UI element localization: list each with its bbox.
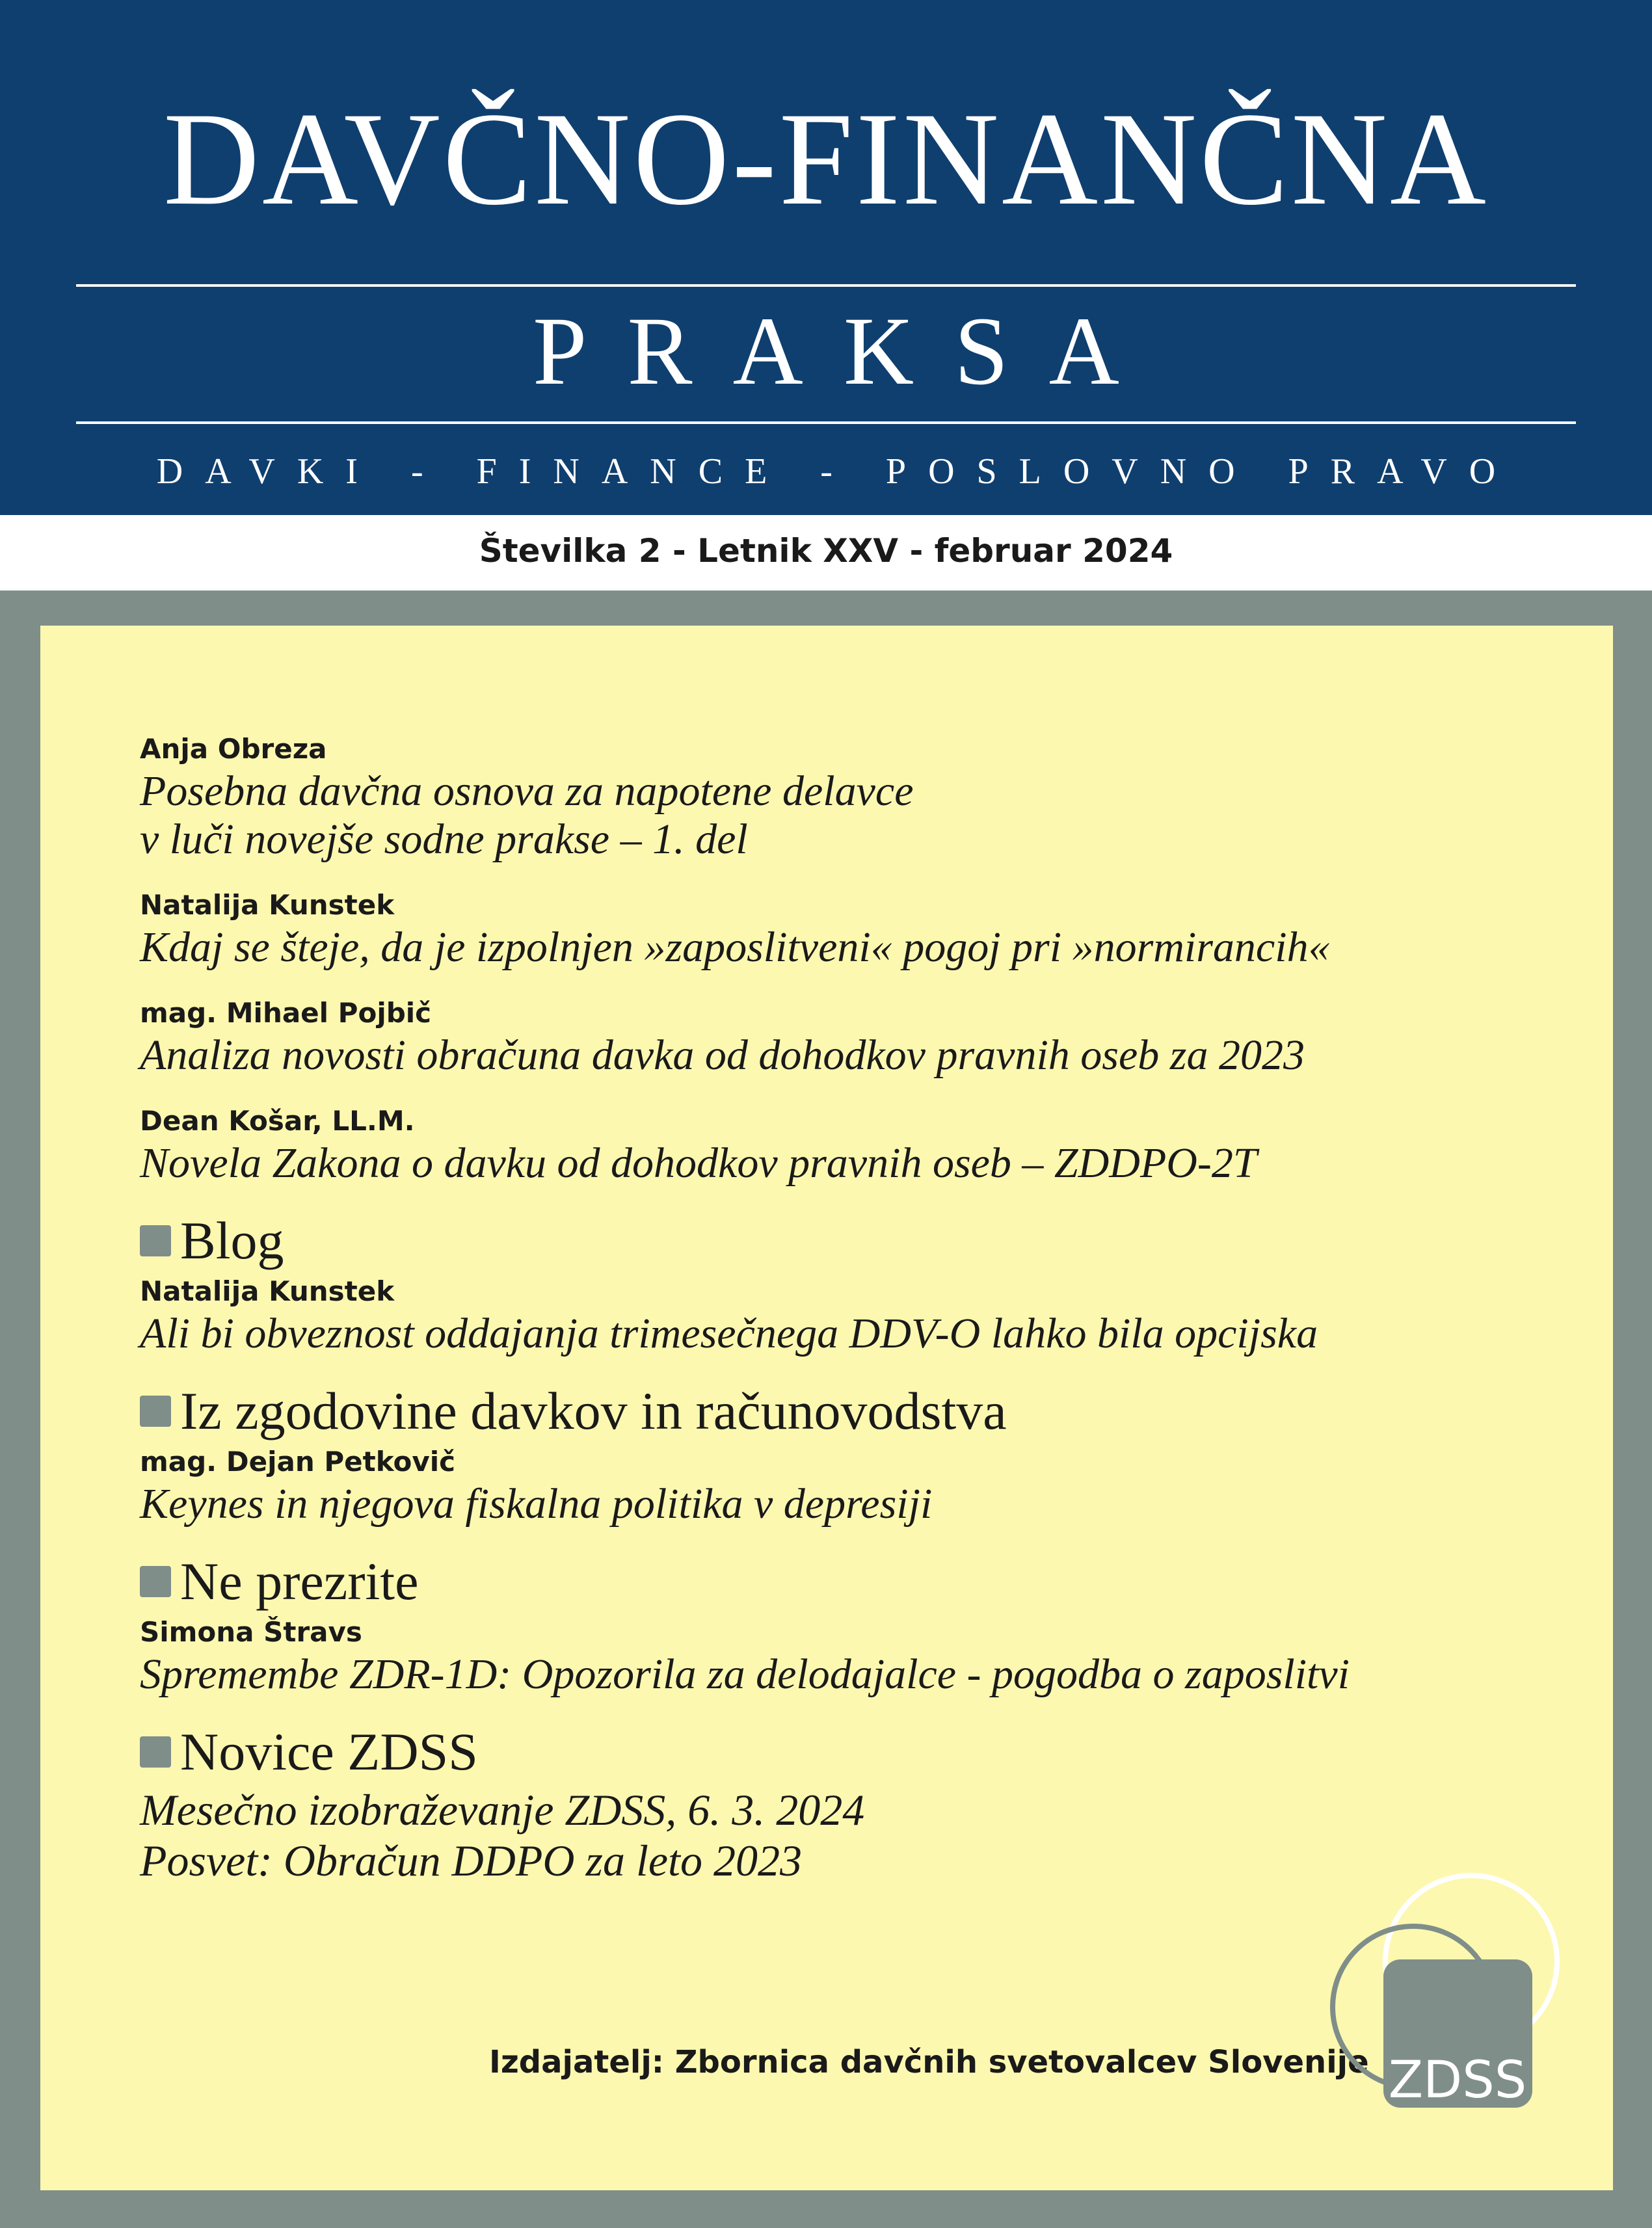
zdss-logo-icon xyxy=(1327,1873,1587,2133)
article-title: Keynes in njegova fiskalna politika v depresiji xyxy=(140,1480,933,1528)
divider-bottom xyxy=(76,421,1576,424)
news-item: Mesečno izobraževanje ZDSS, 6. 3. 2024 xyxy=(140,1785,865,1835)
section-heading-blog xyxy=(140,1211,1590,1271)
section-name: Blog xyxy=(180,1211,284,1270)
section-heading-ne-prezrite xyxy=(140,1552,1590,1611)
article-title: Kdaj se šteje, da je izpolnjen »zaposlitveni« pogoj pri »normirancih« xyxy=(140,923,1330,971)
square-bullet-icon xyxy=(140,1396,171,1427)
table-of-contents xyxy=(140,731,1590,1886)
article-author: Natalija Kunstek xyxy=(140,889,395,921)
news-item: Posvet: Obračun DDPO za leto 2023 xyxy=(140,1836,802,1885)
logo-text: ZDSS xyxy=(1388,2051,1527,2110)
journal-subtitle: PRAKSA xyxy=(533,297,1160,405)
article-title: Analiza novosti obračuna davka od dohodkov pravnih oseb za 2023 xyxy=(140,1031,1305,1079)
article-title: Posebna davčna osnova za napotene delavce v luči novejše sodne prakse – 1. del xyxy=(140,767,914,863)
article-author: Anja Obreza xyxy=(140,733,327,765)
article-title: Novela Zakona o davku od dohodkov pravnih oseb – ZDDPO-2T xyxy=(140,1139,1257,1187)
section-heading-history xyxy=(140,1381,1590,1441)
cover-header xyxy=(0,0,1652,515)
section-name: Ne prezrite xyxy=(180,1552,419,1611)
square-bullet-icon xyxy=(140,1566,171,1597)
article-title: Spremembe ZDR-1D: Opozorila za delodajalce - pogodba o zaposlitvi xyxy=(140,1651,1350,1698)
journal-tagline: DAVKI - FINANCE - POSLOVNO PRAVO xyxy=(156,451,1518,492)
article-author: mag. Mihael Pojbič xyxy=(140,997,432,1029)
issue-info: Številka 2 - Letnik XXV - februar 2024 xyxy=(479,532,1173,570)
publisher-line: Izdajatelj: Zbornica davčnih svetovalcev Slovenije xyxy=(489,2044,1369,2080)
article-author: Simona Štravs xyxy=(140,1616,362,1648)
square-bullet-icon xyxy=(140,1736,171,1768)
article-author: Natalija Kunstek xyxy=(140,1275,395,1307)
divider-top xyxy=(76,284,1576,287)
article-author: mag. Dejan Petkovič xyxy=(140,1446,456,1478)
article-title: Ali bi obveznost oddajanja trimesečnega DDV-O lahko bila opcijska xyxy=(140,1310,1318,1357)
square-bullet-icon xyxy=(140,1225,171,1256)
section-heading-novice xyxy=(140,1722,1590,1782)
issue-bar xyxy=(0,515,1652,590)
journal-title: DAVČNO-FINANČNA xyxy=(163,85,1489,233)
article-author: Dean Košar, LL.M. xyxy=(140,1105,415,1137)
section-name: Novice ZDSS xyxy=(180,1722,478,1781)
section-name: Iz zgodovine davkov in računovodstva xyxy=(180,1381,1007,1440)
